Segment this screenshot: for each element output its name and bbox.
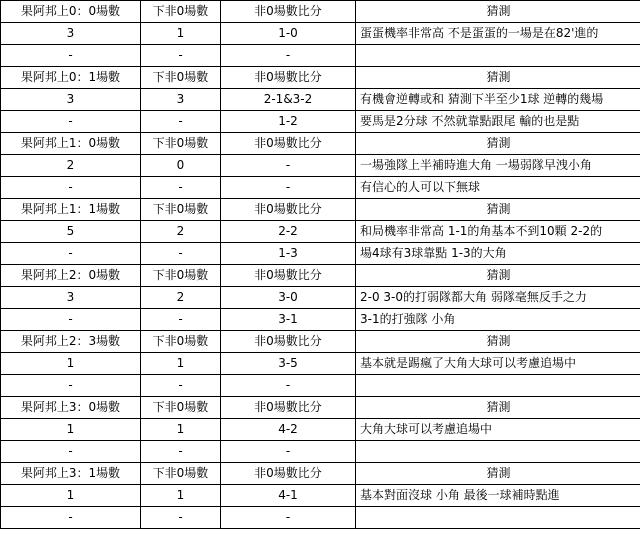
- column-header-cell[interactable]: 非0場數比分: [221, 265, 356, 287]
- column-header-cell[interactable]: 猜測: [356, 199, 640, 221]
- table-header-row: [1, 265, 640, 287]
- score-cell[interactable]: 1: [1, 419, 141, 441]
- table-row: [1, 419, 640, 441]
- nonzero-score-cell[interactable]: 3-5: [221, 353, 356, 375]
- table-row: [1, 23, 640, 45]
- spreadsheet-body: [1, 1, 640, 529]
- guess-cell[interactable]: 2-0 3-0的打弱隊都大角 弱隊毫無反手之力: [356, 287, 640, 309]
- count-cell[interactable]: 3: [141, 89, 221, 111]
- table-row: [1, 507, 640, 529]
- nonzero-score-cell[interactable]: 3-0: [221, 287, 356, 309]
- guess-cell[interactable]: 有信心的人可以下無球: [356, 177, 640, 199]
- column-header-cell[interactable]: 下非0場數: [141, 67, 221, 89]
- guess-cell[interactable]: 基本對面沒球 小角 最後一球補時點進: [356, 485, 640, 507]
- guess-cell[interactable]: 要馬是2分球 不然就靠點跟尾 輸的也是點: [356, 111, 640, 133]
- table-header-row: [1, 397, 640, 419]
- table-row: [1, 353, 640, 375]
- nonzero-score-cell[interactable]: 4-1: [221, 485, 356, 507]
- table-row: [1, 441, 640, 463]
- count-cell[interactable]: -: [141, 111, 221, 133]
- column-header-cell[interactable]: 果阿邦上2：3場數: [1, 331, 141, 353]
- column-header-cell[interactable]: 下非0場數: [141, 397, 221, 419]
- column-header-cell[interactable]: 果阿邦上1：1場數: [1, 199, 141, 221]
- count-cell[interactable]: -: [141, 441, 221, 463]
- guess-cell[interactable]: [356, 375, 640, 397]
- score-cell[interactable]: 3: [1, 89, 141, 111]
- nonzero-score-cell[interactable]: -: [221, 441, 356, 463]
- table-header-row: [1, 331, 640, 353]
- score-cell[interactable]: -: [1, 309, 141, 331]
- nonzero-score-cell[interactable]: 1-2: [221, 111, 356, 133]
- column-header-cell[interactable]: 果阿邦上0：1場數: [1, 67, 141, 89]
- guess-cell[interactable]: 場4球有3球靠點 1-3的大角: [356, 243, 640, 265]
- count-cell[interactable]: 1: [141, 419, 221, 441]
- column-header-cell[interactable]: 果阿邦上0：0場數: [1, 1, 141, 23]
- nonzero-score-cell[interactable]: -: [221, 155, 356, 177]
- guess-cell[interactable]: 3-1的打強隊 小角: [356, 309, 640, 331]
- column-header-cell[interactable]: 下非0場數: [141, 331, 221, 353]
- score-cell[interactable]: -: [1, 375, 141, 397]
- column-header-cell[interactable]: 果阿邦上2：0場數: [1, 265, 141, 287]
- table-row: [1, 177, 640, 199]
- score-cell[interactable]: -: [1, 243, 141, 265]
- nonzero-score-cell[interactable]: 4-2: [221, 419, 356, 441]
- count-cell[interactable]: -: [141, 309, 221, 331]
- guess-cell[interactable]: 蛋蛋機率非常高 不是蛋蛋的一場是在82'進的: [356, 23, 640, 45]
- nonzero-score-cell[interactable]: 1-0: [221, 23, 356, 45]
- count-cell[interactable]: -: [141, 45, 221, 67]
- column-header-cell[interactable]: 下非0場數: [141, 133, 221, 155]
- count-cell[interactable]: -: [141, 507, 221, 529]
- nonzero-score-cell[interactable]: -: [221, 507, 356, 529]
- guess-cell[interactable]: 基本就是踢瘋了大角大球可以考慮追場中: [356, 353, 640, 375]
- column-header-cell[interactable]: 猜測: [356, 331, 640, 353]
- table-header-row: [1, 463, 640, 485]
- nonzero-score-cell[interactable]: -: [221, 177, 356, 199]
- count-cell[interactable]: 1: [141, 353, 221, 375]
- count-cell[interactable]: -: [141, 375, 221, 397]
- nonzero-score-cell[interactable]: 1-3: [221, 243, 356, 265]
- count-cell[interactable]: -: [141, 177, 221, 199]
- table-row: [1, 111, 640, 133]
- score-cell[interactable]: 3: [1, 287, 141, 309]
- column-header-cell[interactable]: 猜測: [356, 265, 640, 287]
- column-header-cell[interactable]: 猜測: [356, 133, 640, 155]
- column-header-cell[interactable]: 非0場數比分: [221, 199, 356, 221]
- guess-cell[interactable]: 一場強隊上半補時進大角 一場弱隊早洩小角: [356, 155, 640, 177]
- table-row: [1, 485, 640, 507]
- count-cell[interactable]: 1: [141, 23, 221, 45]
- score-cell[interactable]: -: [1, 441, 141, 463]
- score-cell[interactable]: 3: [1, 23, 141, 45]
- score-cell[interactable]: 1: [1, 353, 141, 375]
- guess-cell[interactable]: 有機會逆轉或和 猜測下半至少1球 逆轉的幾場: [356, 89, 640, 111]
- nonzero-score-cell[interactable]: 2-2: [221, 221, 356, 243]
- column-header-cell[interactable]: 下非0場數: [141, 199, 221, 221]
- score-cell[interactable]: -: [1, 177, 141, 199]
- table-header-row: [1, 67, 640, 89]
- table-row: [1, 45, 640, 67]
- column-header-cell[interactable]: 下非0場數: [141, 463, 221, 485]
- column-header-cell[interactable]: 非0場數比分: [221, 1, 356, 23]
- nonzero-score-cell[interactable]: 2-1&3-2: [221, 89, 356, 111]
- table-header-row: [1, 199, 640, 221]
- count-cell[interactable]: 0: [141, 155, 221, 177]
- nonzero-score-cell[interactable]: 3-1: [221, 309, 356, 331]
- table-row: [1, 89, 640, 111]
- column-header-cell[interactable]: 猜測: [356, 67, 640, 89]
- guess-cell[interactable]: [356, 45, 640, 67]
- column-header-cell[interactable]: 非0場數比分: [221, 463, 356, 485]
- count-cell[interactable]: 1: [141, 485, 221, 507]
- count-cell[interactable]: 2: [141, 221, 221, 243]
- guess-cell[interactable]: 大角大球可以考慮追場中: [356, 419, 640, 441]
- column-header-cell[interactable]: 非0場數比分: [221, 397, 356, 419]
- guess-cell[interactable]: 和局機率非常高 1-1的角基本不到10顆 2-2的: [356, 221, 640, 243]
- column-header-cell[interactable]: 果阿邦上3：0場數: [1, 397, 141, 419]
- score-cell[interactable]: -: [1, 111, 141, 133]
- column-header-cell[interactable]: 果阿邦上1：0場數: [1, 133, 141, 155]
- column-header-cell[interactable]: 下非0場數: [141, 1, 221, 23]
- score-cell[interactable]: 5: [1, 221, 141, 243]
- column-header-cell[interactable]: 下非0場數: [141, 265, 221, 287]
- table-header-row: [1, 1, 640, 23]
- score-cell[interactable]: -: [1, 45, 141, 67]
- guess-cell[interactable]: [356, 507, 640, 529]
- column-header-cell[interactable]: 非0場數比分: [221, 331, 356, 353]
- nonzero-score-cell[interactable]: -: [221, 45, 356, 67]
- count-cell[interactable]: -: [141, 243, 221, 265]
- table-row: [1, 287, 640, 309]
- table-row: [1, 243, 640, 265]
- column-header-cell[interactable]: 猜測: [356, 1, 640, 23]
- table-row: [1, 221, 640, 243]
- column-header-cell[interactable]: 非0場數比分: [221, 133, 356, 155]
- table-row: [1, 375, 640, 397]
- column-header-cell[interactable]: 果阿邦上3：1場數: [1, 463, 141, 485]
- table-row: [1, 309, 640, 331]
- nonzero-score-cell[interactable]: -: [221, 375, 356, 397]
- column-header-cell[interactable]: 猜測: [356, 463, 640, 485]
- count-cell[interactable]: 2: [141, 287, 221, 309]
- table-header-row: [1, 133, 640, 155]
- score-cell[interactable]: 2: [1, 155, 141, 177]
- score-cell[interactable]: 1: [1, 485, 141, 507]
- score-cell[interactable]: -: [1, 507, 141, 529]
- column-header-cell[interactable]: 非0場數比分: [221, 67, 356, 89]
- guess-cell[interactable]: [356, 441, 640, 463]
- column-header-cell[interactable]: 猜測: [356, 397, 640, 419]
- table-row: [1, 155, 640, 177]
